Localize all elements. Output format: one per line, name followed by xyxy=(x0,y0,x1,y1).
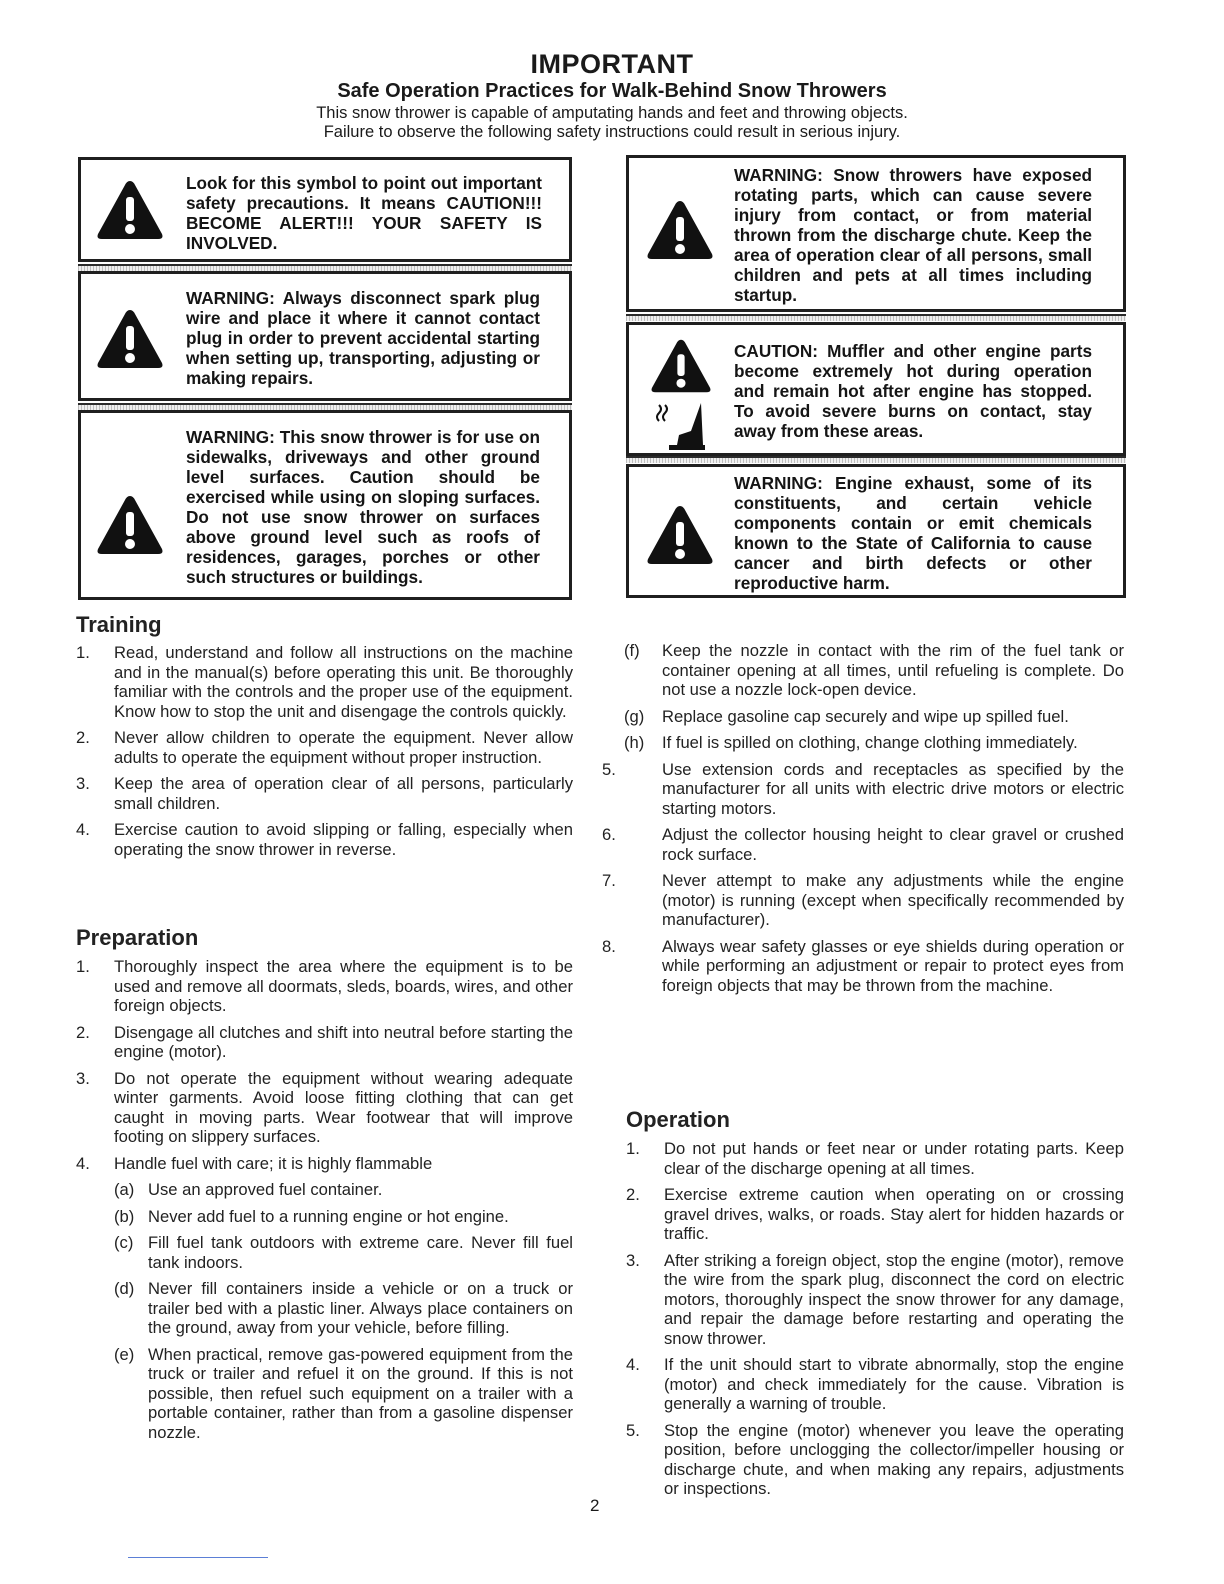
alert-triangle-icon xyxy=(645,503,715,567)
sub-item: (a) Use an approved fuel container. xyxy=(114,1180,383,1199)
warning-exhaust-text: WARNING: Engine exhaust, some of its constituents, and certain vehicle components contain or emit chemicals known to the State of California to cause cancer and birth defects or other reproductive harm. xyxy=(734,473,1092,593)
warning-box-exhaust xyxy=(626,464,1126,598)
section-heading-training: Training xyxy=(76,612,162,637)
sub-item: (g) Replace gasoline cap securely and wipe up spilled fuel. xyxy=(624,706,1069,726)
list-item: 8. Always wear safety glasses or eye shields during operation or while performing an adjustment or repair to protect eyes from foreign objects that may be thrown from the machine. xyxy=(602,936,1124,995)
intro-line-2: Failure to observe the following safety instructions could result in serious injury. xyxy=(323,123,901,141)
operation-list xyxy=(626,1139,1124,1506)
warning-rotating-parts-text: WARNING: Snow throwers have exposed rotating parts, which can cause severe injury from contact, or from material thrown from the discharge chute. Keep the area of operation clear of all persons, small children and pets at all times including startup. xyxy=(734,165,1092,305)
preparation-continued-list xyxy=(602,641,1124,1002)
warning-box-symbol xyxy=(78,157,572,262)
section-heading-operation: Operation xyxy=(626,1107,730,1132)
caution-muffler-text: CAUTION: Muffler and other engine parts become extremely hot during operation and remain hot after engine has stopped. To avoid severe burns on contact, stay away from these areas. xyxy=(734,341,1092,441)
list-item: 5. Stop the engine (motor) whenever you leave the operating position, before unclogging the collector/impeller housing or discharge chute, and when making any repairs, adjustments or inspections. xyxy=(626,1420,1124,1498)
warning-surfaces-text: WARNING: This snow thrower is for use on sidewalks, driveways and other ground level surfaces. Caution should be exercised while using on sloping surfaces. Do not use snow thrower on surfaces above ground level such as roofs of residences, garages, porches or other such structures or buildings. xyxy=(186,427,540,587)
page-subtitle: Safe Operation Practices for Walk-Behind Snow Throwers xyxy=(337,80,887,102)
warning-box-rotating-parts xyxy=(626,155,1126,312)
sub-item: (h) If fuel is spilled on clothing, change clothing immediately. xyxy=(624,733,1078,752)
training-list xyxy=(76,643,573,866)
page-title: IMPORTANT xyxy=(530,49,694,79)
warning-box-surfaces xyxy=(78,410,572,600)
divider-band xyxy=(626,314,1126,321)
warning-box-spark-plug xyxy=(78,271,572,401)
list-item: 3. Keep the area of operation clear of all persons, particularly small children. xyxy=(76,774,573,813)
sub-item: (f) Keep the nozzle in contact with the rim of the fuel tank or container opening at all times, until refueling is complete. Do not use a nozzle lock-open device. xyxy=(624,641,1124,699)
list-item: 3. Do not operate the equipment without wearing adequate winter garments. Avoid loose fitting clothing that can get caught in moving parts. Wear footwear that will improve footing on slippery surfaces. xyxy=(76,1068,573,1146)
list-item: 3. After striking a foreign object, stop the engine (motor), remove the wire from the spark plug, disconnect the cord on electric motors, thoroughly inspect the snow thrower for any damage, and repair the damage before restarting and operating the snow thrower. xyxy=(626,1250,1124,1348)
warning-symbol-text: Look for this symbol to point out important safety precautions. It means CAUTION!!! BECOME ALERT!!! YOUR SAFETY IS INVOLVED. xyxy=(186,173,542,253)
list-item: 1. Thoroughly inspect the area where the equipment is to be used and remove all doormats, sleds, boards, wires, and other foreign objects. xyxy=(76,957,573,1015)
list-item: 5. Use extension cords and receptacles as specified by the manufacturer for all units with electric drive motors or electric starting motors. xyxy=(602,759,1124,818)
list-item: 1. Read, understand and follow all instructions on the machine and in the manual(s) before operating this unit. Be thoroughly familiar with the controls and the proper use of the equipment. Know how to stop the unit and disengage the controls quickly. xyxy=(76,643,573,721)
list-item: 7. Never attempt to make any adjustments while the engine (motor) is running (except when specifically recommended by manufacturer). xyxy=(602,871,1124,929)
alert-triangle-icon xyxy=(95,493,165,557)
list-item: 4. Exercise caution to avoid slipping or falling, especially when operating the snow thrower in reverse. xyxy=(76,820,573,859)
hot-surface-icon xyxy=(651,399,711,453)
page-number: 2 xyxy=(590,1496,600,1515)
divider-band xyxy=(78,403,572,410)
preparation-list xyxy=(76,957,573,1449)
list-item: 4. Handle fuel with care; it is highly flammable xyxy=(76,1153,433,1173)
list-item: 4. If the unit should start to vibrate abnormally, stop the engine (motor) and check immediately for the cause. Vibration is generally a warning of trouble. xyxy=(626,1355,1124,1413)
footnote-rule xyxy=(128,1557,268,1558)
alert-triangle-icon xyxy=(645,198,715,262)
alert-triangle-icon xyxy=(649,337,713,395)
divider-band xyxy=(626,456,1126,463)
section-heading-preparation: Preparation xyxy=(76,925,199,950)
warning-spark-plug-text: WARNING: Always disconnect spark plug wire and place it where it cannot contact plug in order to prevent accidental starting when setting up, transporting, adjusting or making repairs. xyxy=(186,288,540,388)
divider-band xyxy=(78,264,572,271)
sub-item: (c) Fill fuel tank outdoors with extreme care. Never fill fuel tank indoors. xyxy=(114,1233,573,1272)
list-item: 1. Do not put hands or feet near or under rotating parts. Keep clear of the discharge opening at all times. xyxy=(626,1139,1124,1178)
sub-item: (e) When practical, remove gas-powered equipment from the truck or trailer and refuel it on the ground. If this is not possible, then refuel such equipment on a trailer with a portable container, rather than from a gasoline dispenser nozzle. xyxy=(114,1344,573,1442)
sub-item: (d) Never fill containers inside a vehicle or on a truck or trailer bed with a plastic liner. Always place containers on the ground, away from your vehicle, before filling. xyxy=(114,1279,573,1337)
intro-line-1: This snow thrower is capable of amputating hands and feet and throwing objects. xyxy=(316,104,908,122)
list-item: 6. Adjust the collector housing height to clear gravel or crushed rock surface. xyxy=(602,825,1124,864)
alert-triangle-icon xyxy=(95,178,165,242)
list-item: 2. Disengage all clutches and shift into neutral before starting the engine (motor). xyxy=(76,1022,573,1061)
page-header xyxy=(0,50,1224,142)
alert-triangle-icon xyxy=(95,307,165,371)
sub-item: (b) Never add fuel to a running engine or hot engine. xyxy=(114,1206,509,1226)
list-item: 2. Never allow children to operate the equipment. Never allow adults to operate the equipment without proper instruction. xyxy=(76,728,573,767)
list-item: 2. Exercise extreme caution when operating on or crossing gravel drives, walks, or roads. Stay alert for hidden hazards or traffic. xyxy=(626,1185,1124,1243)
caution-box-muffler xyxy=(626,322,1126,456)
